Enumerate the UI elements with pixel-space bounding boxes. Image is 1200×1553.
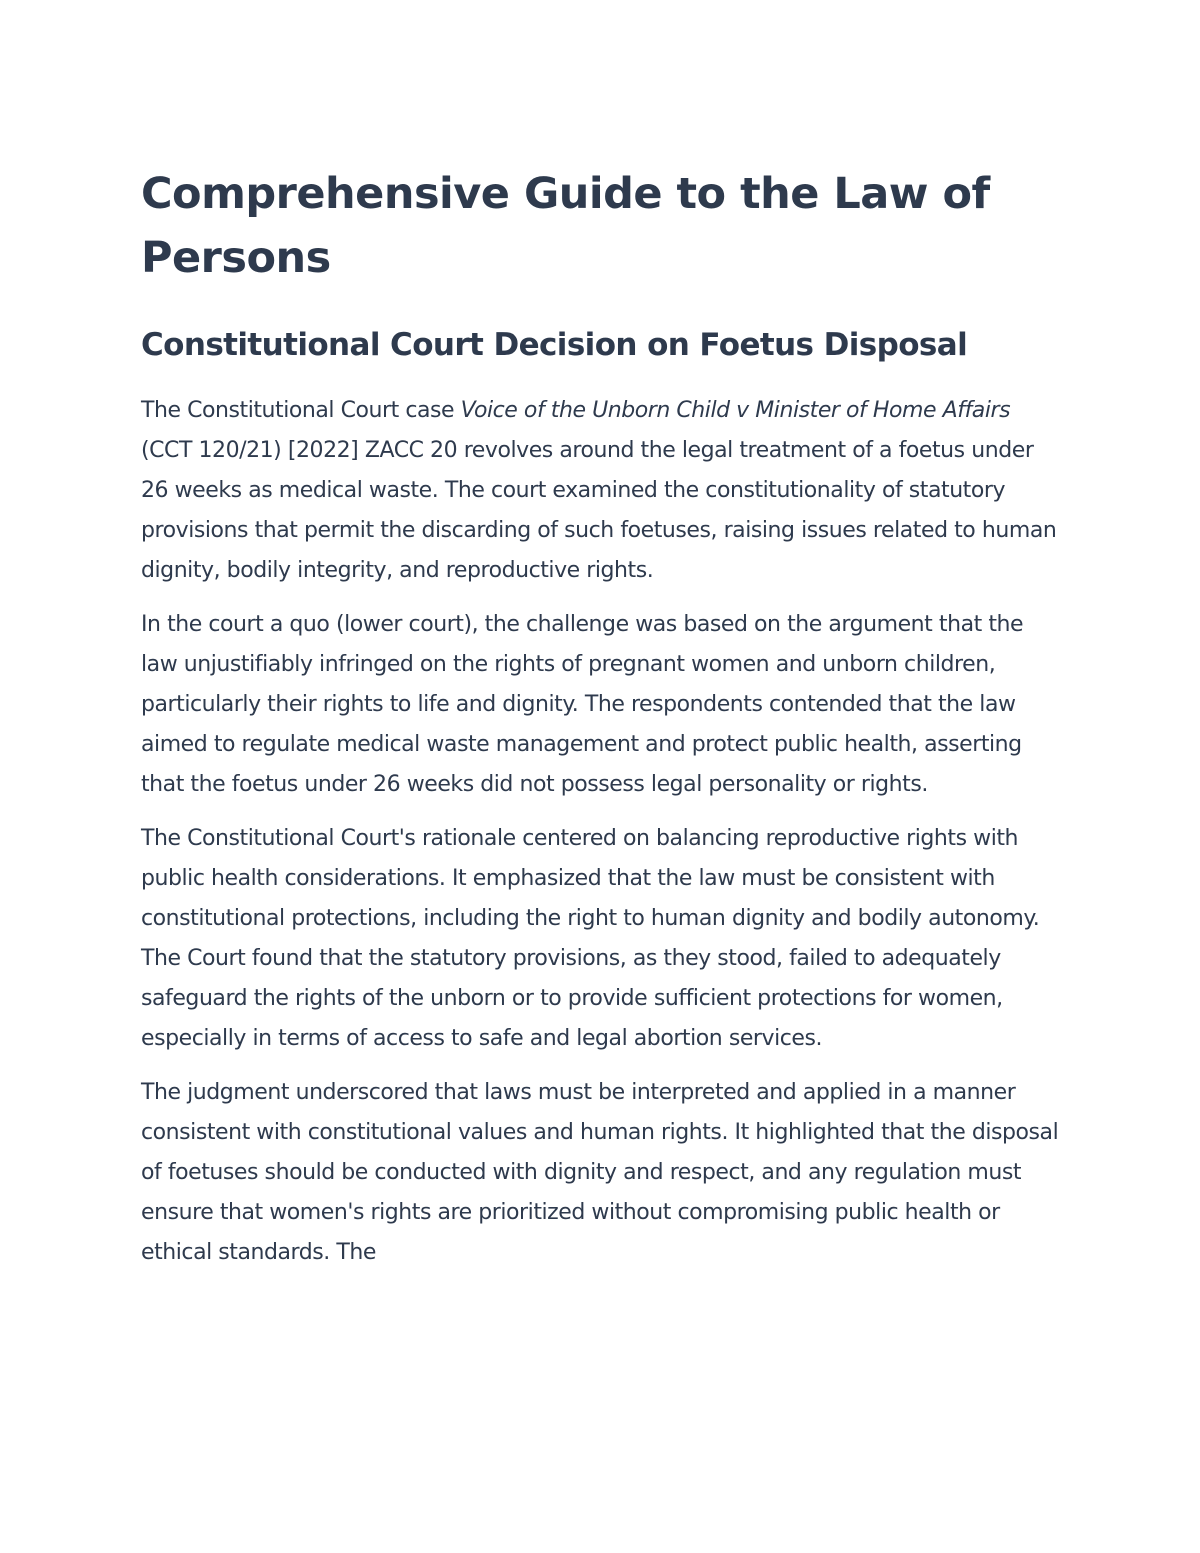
document-page xyxy=(141,162,1061,1273)
case-description-text: (CCT 120/21) [2022] ZACC 20 revolves around the legal treatment of a foetus under 26 weeks as medical waste. The court examined the constitutionality of statutory provisions that permit the discarding of such foetuses, raising issues related to human dignity, bodily integrity, and reproductive rights. xyxy=(141,438,1057,583)
paragraph-court-a-quo: In the court a quo (lower court), the challenge was based on the argument that the law unjustifiably infringed on the rights of pregnant women and unborn children, particularly their rights to life and dignity. The respondents contended that the law aimed to regulate medical waste management and protect public health, asserting that the foetus under 26 weeks did not possess legal personality or rights. xyxy=(141,612,1024,797)
paragraph-court-rationale: The Constitutional Court's rationale centered on balancing reproductive rights with public health considerations. It emphasized that the law must be consistent with constitutional protections, including the right to human dignity and bodily autonomy. The Court found that the statutory provisions, as they stood, failed to adequately safeguard the rights of the unborn or to provide sufficient protections for women, especially in terms of access to safe and legal abortion services. xyxy=(141,826,1040,1051)
case-intro-text: The Constitutional Court case xyxy=(141,398,461,423)
case-name: Voice of the Unborn Child v Minister of Home Affairs xyxy=(460,398,1011,423)
document-title: Comprehensive Guide to the Law of Persons xyxy=(141,169,990,283)
section-heading: Constitutional Court Decision on Foetus Disposal xyxy=(141,327,968,363)
paragraph-case-intro xyxy=(141,391,1061,591)
paragraph-judgment: The judgment underscored that laws must be interpreted and applied in a manner consistent with constitutional values and human rights. It highlighted that the disposal of foetuses should be conducted with dignity and respect, and any regulation must ensure that women's rights are prioritized without compromising public health or ethical standards. The xyxy=(141,1080,1059,1265)
